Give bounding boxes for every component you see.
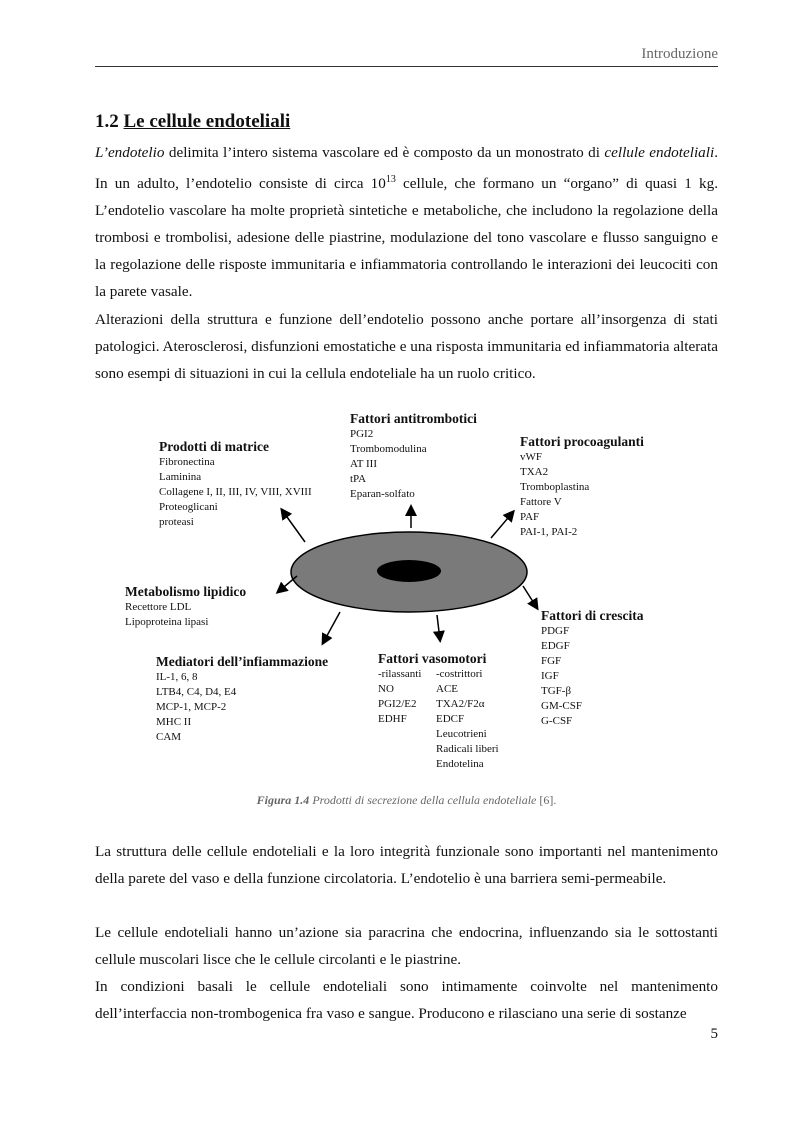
item: IL-1, 6, 8 [156,671,198,683]
group-procoagulanti [520,433,644,540]
column-rilassanti [378,667,421,727]
item: CAM [156,731,182,743]
paragraph-2: Alterazioni della struttura e funzione dell’endotelio possono anche portare all’insorgenza di stati patologici. Aterosclerosi, disfunzioni emostatiche e una risposta immunitaria ed infiammatoria alterata sono esempi di situazioni in cui la cellula endoteliale ha un ruolo critico. [95,311,718,382]
group-crescita [541,607,643,729]
item: Endotelina [436,758,484,770]
item: LTB4, C4, D4, E4 [156,686,237,698]
p1-text-f: cellule, che formano un “organo” di quasi 1 kg. L’endotelio vascolare ha molte proprietà sintetiche e metaboliche, che includono la regolazione della trombosi e trombolisi, adesione delle piastrine, modulazione del tono vascolare e flusso sanguigno e la regolazione delle risposte immunitaria e infiammatoria controllando le interazioni dei leucociti con la parete vasale. [95,175,718,301]
item: proteasi [159,516,194,528]
title-vasomotori: Fattori vasomotori [378,651,487,666]
arrow-infiammazione [323,612,340,643]
column-costrittori [436,667,499,772]
item: Recettore LDL [125,601,192,613]
item: -rilassanti [378,668,422,680]
item: Leucotrieni [436,728,487,740]
title-crescita: Fattori di crescita [541,608,644,623]
header-text: Introduzione [641,46,718,62]
title-antitrombotici: Fattori antitrombotici [350,411,477,426]
item: PAF [520,511,540,523]
p1-text-b: delimita l’intero sistema vascolare ed è composto da un monostrato di [164,144,605,161]
item: EDHF [378,713,407,725]
item: PDGF [541,625,570,637]
title-matrice: Prodotti di matrice [159,439,269,454]
item: TXA2/F2α [436,698,485,710]
paragraph-5: In condizioni basali le cellule endoteliali sono intimamente coinvolte nel mantenimento dell’interfaccia non-trombogenica fra vaso e sangue. Producono e rilasciano una serie di sostanze [95,978,718,1022]
group-matrice [159,438,312,530]
arrow-lipidico [278,576,297,592]
group-lipidico [125,583,246,630]
title-procoagulanti: Fattori procoagulanti [520,434,644,449]
item: -costrittori [436,668,483,680]
item: Radicali liberi [436,743,499,755]
section-heading [95,111,290,133]
running-header [95,46,718,67]
item: EDGF [541,640,570,652]
item: TGF-β [541,685,572,697]
caption-text: Prodotti di secrezione della cellula endoteliale [309,793,540,807]
group-antitrombotici [350,410,477,502]
item: EDCF [436,713,465,725]
item: IGF [541,670,559,682]
item: vWF [520,451,542,463]
item: PAI-1, PAI-2 [520,526,578,538]
p1-exponent: 13 [385,174,396,185]
item: MHC II [156,716,192,728]
page-number: 5 [710,1026,718,1042]
item: TXA2 [520,466,549,478]
item: Trombomodulina [350,443,427,455]
item: NO [378,683,394,695]
arrow-crescita [523,586,537,608]
item: Collagene I, II, III, IV, VIII, XVIII [159,486,312,498]
item: GM-CSF [541,700,582,712]
caption-label: Figura 1.4 [256,793,310,807]
item: Laminina [159,471,202,483]
caption-ref: [6]. [539,793,557,807]
group-vasomotori [378,650,499,770]
item: PGI2 [350,428,374,440]
title-lipidico: Metabolismo lipidico [125,584,247,599]
arrow-vasomotori [437,615,440,640]
figure-caption [95,793,718,808]
item: ACE [436,683,458,695]
cell-nucleus [377,560,441,582]
figure-endothelial-secretion [95,400,718,790]
p1-text-d: . In un adulto, l’endotelio consiste di circa 10 [95,144,718,193]
section-title: Le cellule endoteliali [123,111,291,132]
paragraph-4: Le cellule endoteliali hanno un’azione sia paracrina che endocrina, influenzando sia le sottostanti cellule muscolari lisce che le cellule circolanti e le piastrine. [95,924,718,968]
item: G-CSF [541,715,573,727]
item: Fibronectina [159,456,215,468]
group-infiammazione [156,653,328,745]
section-number: 1.2 [95,111,119,132]
item: FGF [541,655,562,667]
item: Tromboplastina [520,481,590,493]
arrow-procoagulanti [491,512,513,538]
title-infiammazione: Mediatori dell’infiammazione [156,654,329,669]
paragraph-3: La struttura delle cellule endoteliali e la loro integrità funzionale sono importanti nel mantenimento della parete del vaso e della funzione circolatoria. L’endotelio è una barriera semi-permeabile. [95,843,718,887]
item: tPA [350,473,367,485]
item: Eparan-solfato [350,488,415,500]
item: Lipoproteina lipasi [125,616,209,628]
term-cellule-endoteliali: cellule endoteliali [604,144,715,161]
item: Fattore V [520,496,562,508]
paragraph-1 [95,139,718,305]
item: MCP-1, MCP-2 [156,701,227,713]
term-endotelio: L’endotelio [95,144,165,161]
item: AT III [350,458,377,470]
item: Proteoglicani [159,501,218,513]
item: PGI2/E2 [378,698,417,710]
